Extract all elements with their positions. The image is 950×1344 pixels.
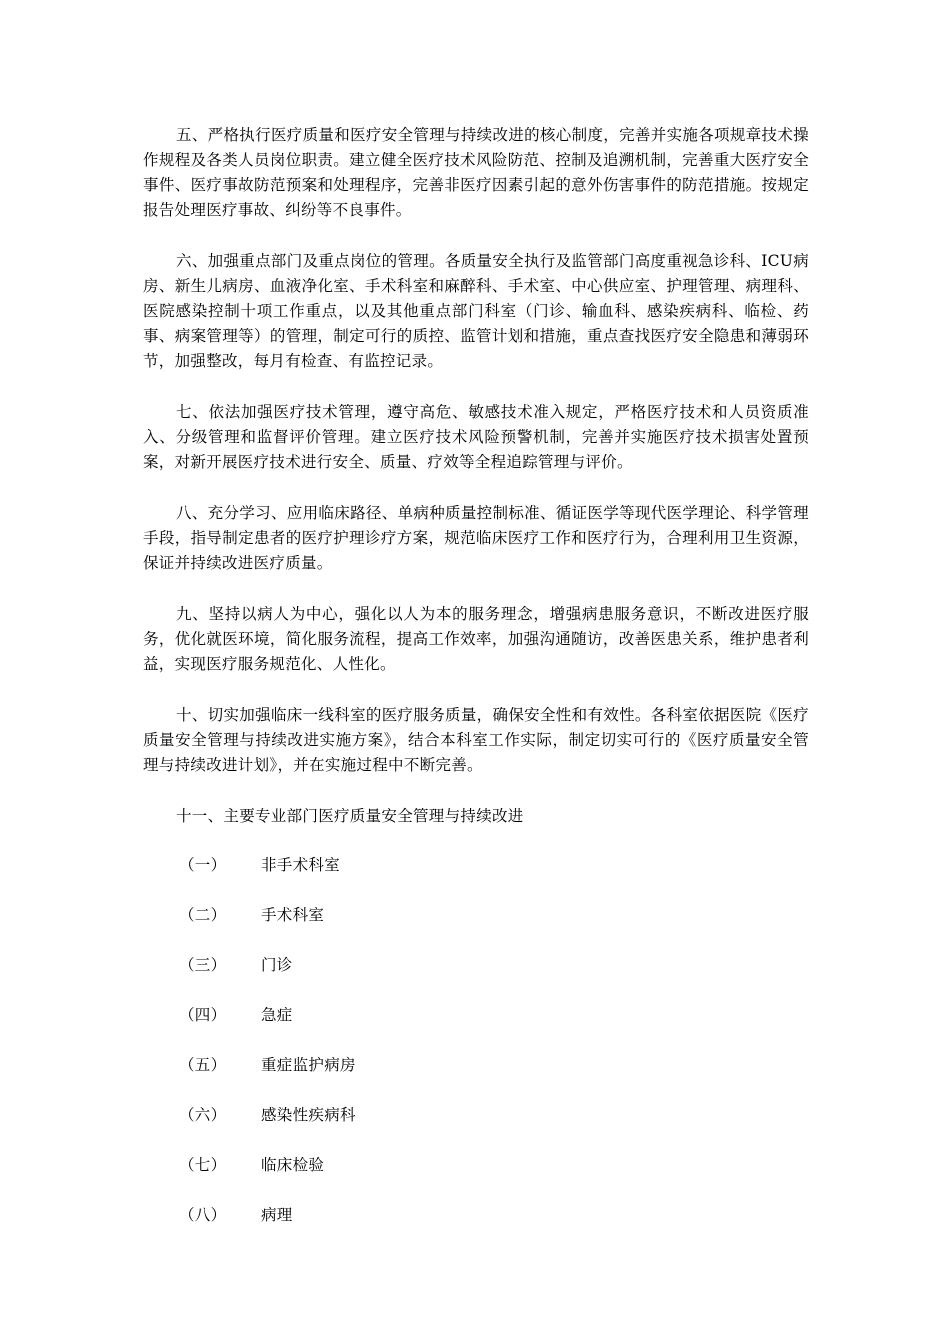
list-item [143, 1053, 809, 1103]
paragraph-6: 六、加强重点部门及重点岗位的管理。各质量安全执行及监管部门高度重视急诊科、ICU病房、新生儿病房、血液净化室、手术科室和麻醉科、手术室、中心供应室、护理管理、病理科、医院感染控制十项工作重点，以及其他重点部门科室（门诊、输血科、感染疾病科、临检、药事、病案管理等）的管理，制定可行的质控、监管计划和措施，重点查找医疗安全隐患和薄弱环节，加强整改，每月有检查、有监控记录。 [143, 252, 809, 370]
list-item [143, 903, 809, 953]
list-item [143, 1003, 809, 1053]
list-item-label: 临床检验 [261, 1156, 325, 1174]
paragraph-7: 七、依法加强医疗技术管理，遵守高危、敏感技术准入规定，严格医疗技术和人员资质准入、分级管理和监督评价管理。建立医疗技术风险预警机制，完善并实施医疗技术损害处置预案，对新开展医疗技术进行安全、质量、疗效等全程追踪管理与评价。 [143, 403, 809, 471]
list-item-label: 急症 [261, 1006, 293, 1024]
list-item-number: （五） [179, 1056, 227, 1074]
list-item [143, 1103, 809, 1153]
list-item-number: （三） [179, 956, 227, 974]
section-heading-11: 十一、主要专业部门医疗质量安全管理与持续改进 [176, 807, 524, 825]
paragraph-9: 九、坚持以病人为中心，强化以人为本的服务理念，增强病患服务意识，不断改进医疗服务，优化就医环境，简化服务流程，提高工作效率，加强沟通随访，改善医患关系，维护患者利益，实现医疗服务规范化、人性化。 [143, 605, 809, 673]
list-item-number: （一） [179, 856, 227, 874]
list-item-number: （六） [179, 1106, 227, 1124]
paragraph-5: 五、严格执行医疗质量和医疗安全管理与持续改进的核心制度，完善并实施各项规章技术操作规程及各类人员岗位职责。建立健全医疗技术风险防范、控制及追溯机制，完善重大医疗安全事件、医疗事故防范预案和处理程序，完善非医疗因素引起的意外伤害事件的防范措施。按规定报告处理医疗事故、纠纷等不良事件。 [143, 126, 809, 219]
list-item-number: （四） [179, 1006, 227, 1024]
list-item-label: 手术科室 [261, 906, 325, 924]
list-item-number: （八） [179, 1206, 227, 1224]
list-item-number: （二） [179, 906, 227, 924]
paragraph-8: 八、充分学习、应用临床路径、单病种质量控制标准、循证医学等现代医学理论、科学管理手段，指导制定患者的医疗护理诊疗方案，规范临床医疗工作和医疗行为，合理利用卫生资源，保证并持续改进医疗质量。 [143, 504, 809, 572]
list-item [143, 953, 809, 1003]
paragraph-10: 十、切实加强临床一线科室的医疗服务质量，确保安全性和有效性。各科室依据医院《医疗质量安全管理与持续改进实施方案》，结合本科室工作实际，制定切实可行的《医疗质量安全管理与持续改进计划》，并在实施过程中不断完善。 [143, 706, 809, 774]
list-item-label: 重症监护病房 [261, 1056, 356, 1074]
list-item [143, 1203, 809, 1253]
list-item-label: 病理 [261, 1206, 293, 1224]
list-item [143, 853, 809, 903]
list-item-label: 感染性疾病科 [261, 1106, 356, 1124]
document-body [143, 123, 809, 1253]
list-item-label: 非手术科室 [261, 856, 341, 874]
department-list [143, 853, 809, 1253]
list-item-label: 门诊 [261, 956, 293, 974]
list-item-number: （七） [179, 1156, 227, 1174]
list-item [143, 1153, 809, 1203]
